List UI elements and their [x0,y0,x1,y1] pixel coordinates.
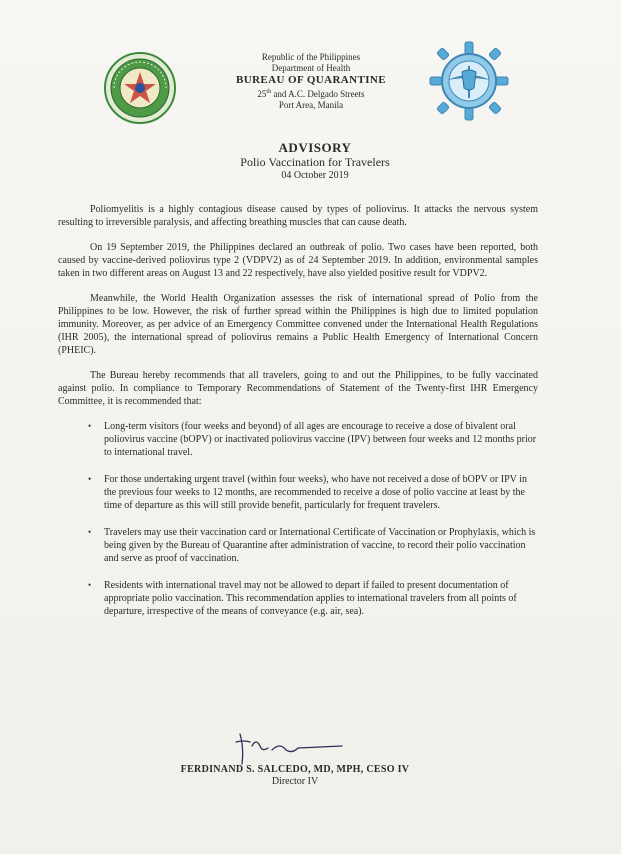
advisory-subject: Polio Vaccination for Travelers [240,155,390,169]
list-item-text: Travelers may use their vaccination card or International Certificate of Vaccination or Prophylaxis, which is being given by the Bureau of Quarantine after administration of vaccine, to record their polio vaccination and serve as proof of vaccination. [104,527,536,564]
paragraph: Meanwhile, the World Health Organization assesses the risk of international spread of Polio from the Philippines to be low. However, the risk of further spread within the Philippines is high due to limited population immunity. Moreover, as per advice of an Emergency Committee convened under the International Health Regulations (IHR 2005), the international spread of poliovirus remains a Public Health Emergency of International Concern (PHEIC). [58,293,538,356]
recommendation-list [58,420,538,618]
advisory-body [58,203,538,632]
address-city: Port Area, Manila [278,100,344,110]
list-item [88,526,538,565]
signatory-title: Director IV [271,776,319,787]
list-item [88,420,538,459]
list-item-text: For those undertaking urgent travel (within four weeks), who have not received a dose of bOPV or IPV in the previous four weeks to 12 months, are recommended to receive a dose of polio vaccine at least by the time of departure as this will still provide benefit, particularly for frequent travelers. [104,474,527,511]
list-item [88,579,538,618]
list-item [88,473,538,512]
bureau-name: BUREAU OF QUARANTINE [236,74,386,86]
address-superscript: th [266,89,272,95]
address-street: and A.C. Delgado Streets [271,89,365,99]
paragraph: The Bureau hereby recommends that all travelers, going to and out the Philippines, to be fully vaccinated against polio. In compliance to Temporary Recommendations of Statement of the Twenty-first IHR Emergency Committee, it is recommended that: [58,370,538,407]
letterhead [196,52,426,111]
republic-line: Republic of the Philippines [261,52,361,62]
bullet-icon: • [88,421,92,431]
list-item-text: Long-term visitors (four weeks and beyond) of all ages are encourage to receive a dose of bivalent oral poliovirus vaccine (bOPV) or inactivated poliovirus vaccine (IPV) between four weeks and 12 months prior to international travel. [104,421,537,458]
paragraph: Poliomyelitis is a highly contagious disease caused by types of poliovirus. It attacks the nervous system resulting to irreversible paralysis, and affecting breathing muscles that can cause death. [58,204,538,228]
bureau-of-quarantine-logo-icon [428,40,510,122]
department-line: Department of Health [271,63,351,73]
doh-seal-icon [104,52,176,124]
bullet-icon: • [88,527,92,537]
paragraph: On 19 September 2019, the Philippines declared an outbreak of polio. Two cases have been reported, both caused by vaccine-derived poliovirus type 2 (VDPV2) as of 24 September 2019. In addition, environmental samples taken in two different areas on August 13 and 22 respectively, have also yielded positive result for VDPV2. [58,242,538,279]
advisory-title: ADVISORY [278,140,352,155]
address-number: 25 [257,89,267,99]
signature-icon [222,728,352,768]
bullet-icon: • [88,474,92,484]
address-line [196,87,426,100]
bullet-icon: • [88,580,92,590]
list-item-text: Residents with international travel may not be allowed to depart if failed to present documentation of appropriate polio vaccination. This recommendation applies to international travelers from all points of departure, irrespective of the means of conveyance (e.g. air, sea). [104,580,517,617]
advisory-date: 04 October 2019 [281,170,349,181]
signatory-name: FERDINAND S. SALCEDO, MD, MPH, CESO IV [180,764,410,775]
signatory-block [160,763,430,788]
advisory-heading [150,140,480,182]
